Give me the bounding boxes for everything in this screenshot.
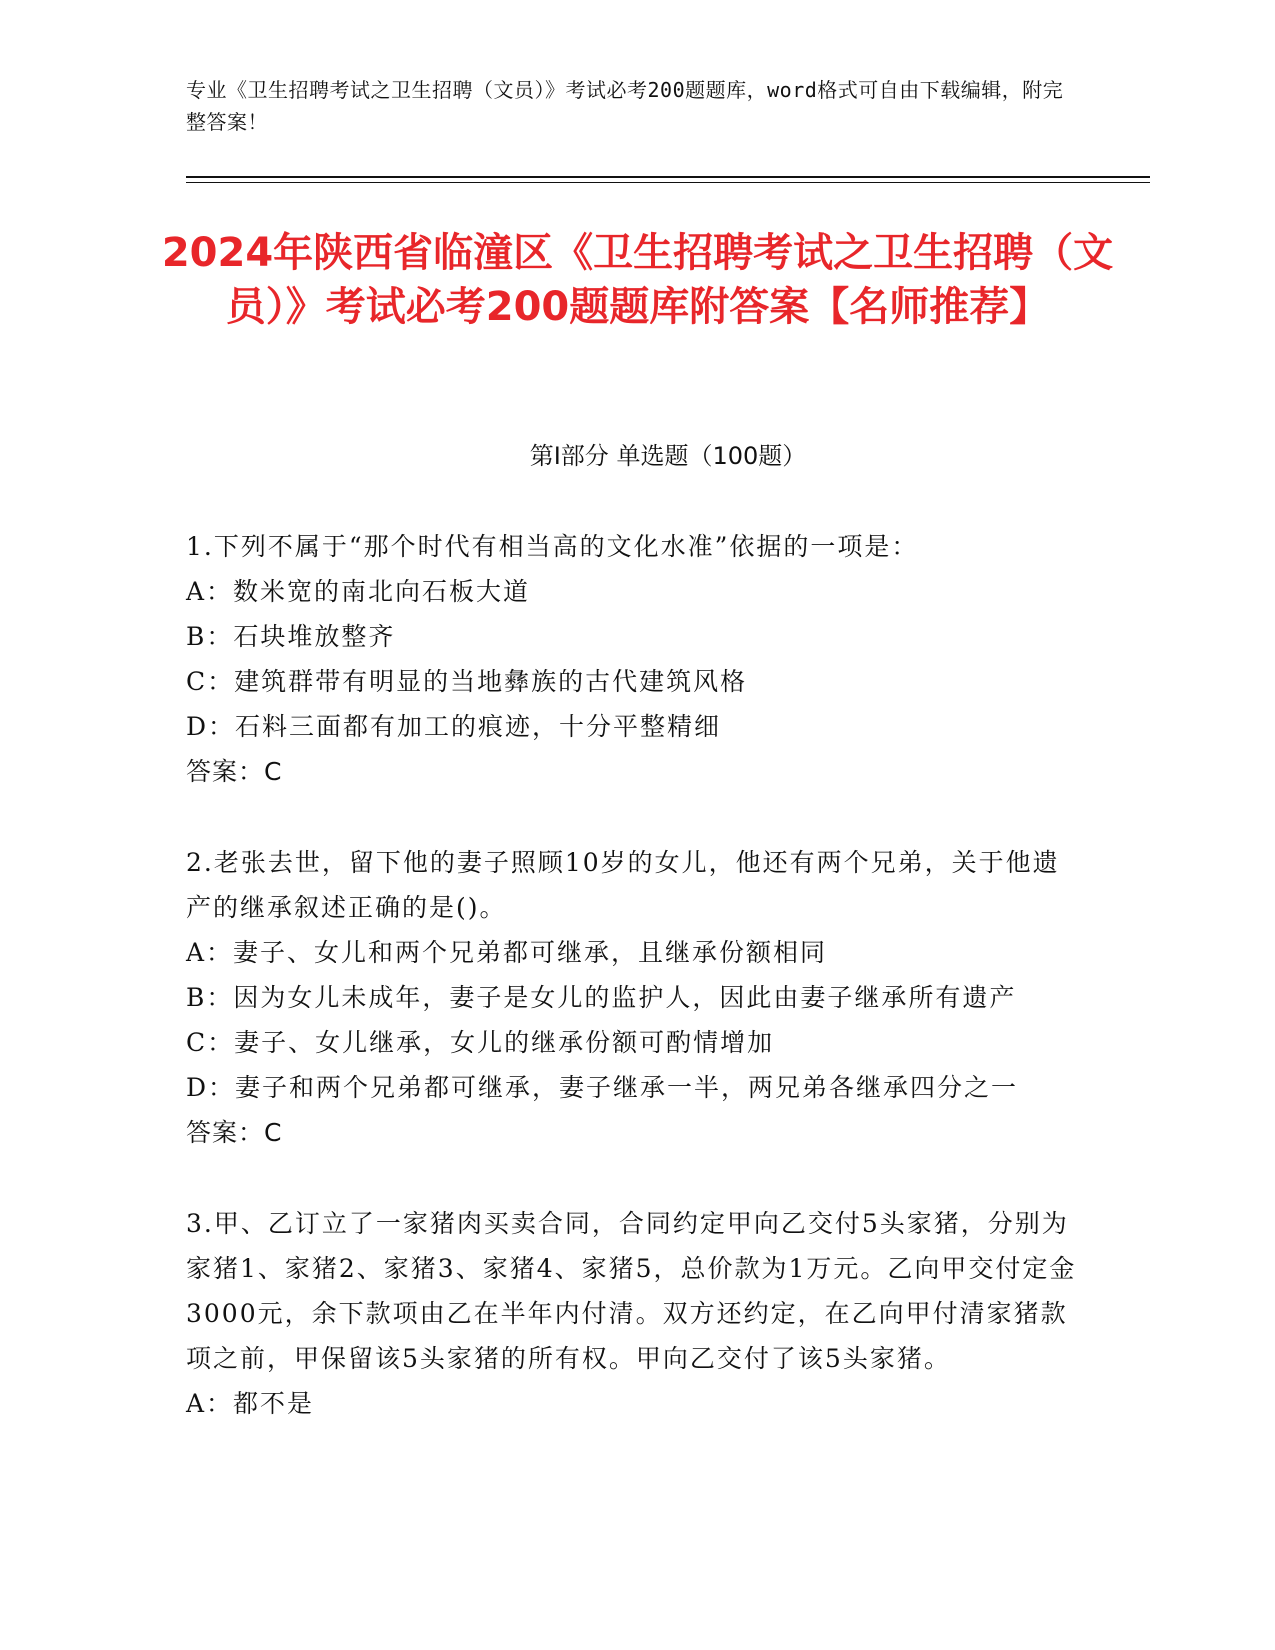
- option-b: B：石块堆放整齐: [186, 622, 396, 651]
- section-heading: 第I部分 单选题（100题）: [529, 442, 807, 470]
- question-1: [186, 524, 1086, 794]
- option-a: A：妻子、女儿和两个兄弟都可继承，且继承份额相同: [186, 938, 828, 967]
- question-stem: 2.老张去世，留下他的妻子照顾10岁的女儿，他还有两个兄弟，关于他遗产的继承叙述正确的是()。: [186, 848, 1060, 922]
- option-c: C：建筑群带有明显的当地彝族的古代建筑风格: [186, 667, 748, 696]
- question-list: [186, 524, 1086, 1472]
- option-a: A：数米宽的南北向石板大道: [186, 577, 531, 606]
- option-b: B：因为女儿未成年，妻子是女儿的监护人，因此由妻子继承所有遗产: [186, 983, 1017, 1012]
- header-divider: [186, 176, 1150, 178]
- option-c: C：妻子、女儿继承，女儿的继承份额可酌情增加: [186, 1028, 775, 1057]
- option-d: D：石料三面都有加工的痕迹，十分平整精细: [186, 712, 722, 741]
- header-note: 专业《卫生招聘考试之卫生招聘（文员）》考试必考200题题库，word格式可自由下载编辑，附完整答案！: [186, 78, 1064, 134]
- question-stem: 1.下列不属于“那个时代有相当高的文化水准”依据的一项是：: [186, 532, 919, 561]
- document-title: 2024年陕西省临潼区《卫生招聘考试之卫生招聘（文员）》考试必考200题题库附答案【名师推荐】: [161, 230, 1114, 330]
- header-divider-thin: [186, 182, 1150, 183]
- question-3: [186, 1201, 1086, 1426]
- question-stem: 3.甲、乙订立了一家猪肉买卖合同，合同约定甲向乙交付5头家猪，分别为家猪1、家猪2、家猪3、家猪4、家猪5，总价款为1万元。乙向甲交付定金3000元，余下款项由乙在半年内付清。双方还约定，在乙向甲付清家猪款项之前，甲保留该5头家猪的所有权。甲向乙交付了该5头家猪。: [186, 1209, 1077, 1373]
- option-a: A：都不是: [186, 1389, 315, 1418]
- answer: 答案：C: [186, 1118, 283, 1147]
- option-d: D：妻子和两个兄弟都可继承，妻子继承一半，两兄弟各继承四分之一: [186, 1073, 1019, 1102]
- question-2: [186, 840, 1086, 1155]
- answer: 答案：C: [186, 757, 283, 786]
